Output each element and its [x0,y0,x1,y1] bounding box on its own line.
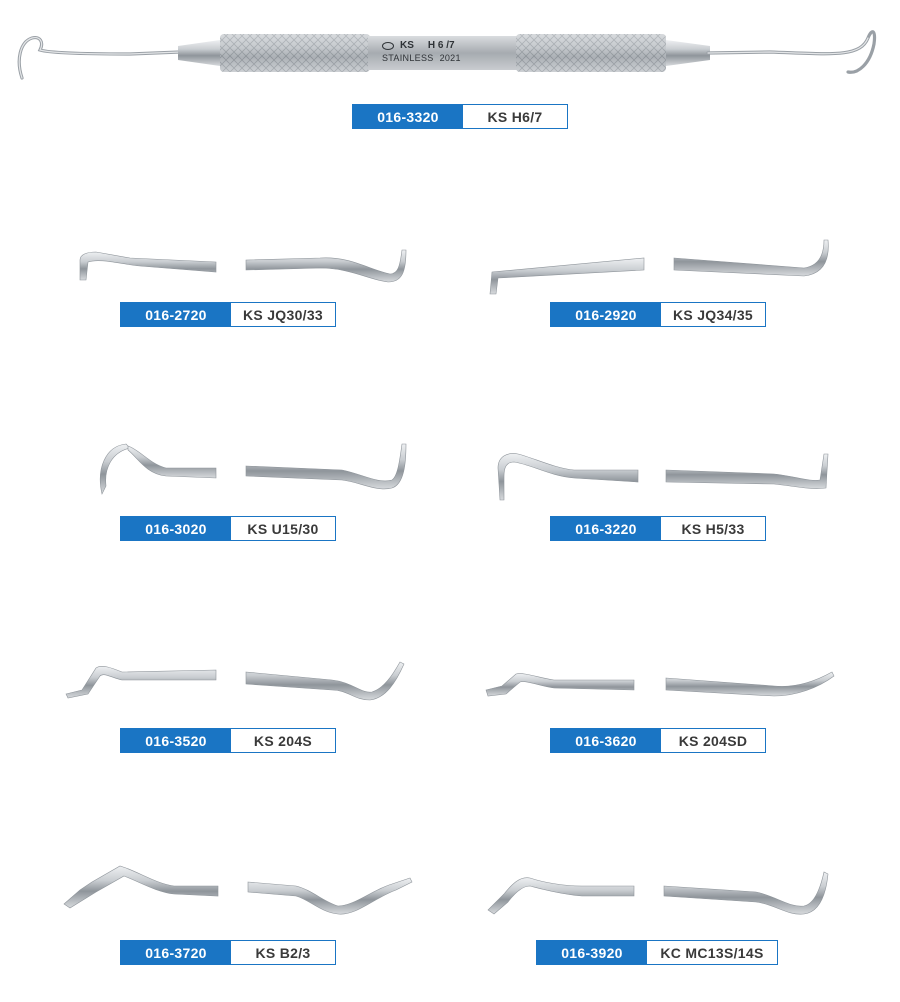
instrument-image-h5-33 [494,446,834,506]
product-name: KS JQ30/33 [242,306,324,323]
product-code: 016-3920 [537,941,647,964]
product-code: 016-3720 [121,941,231,964]
manufacturer-logo-icon [382,42,394,50]
handle-engraving [382,40,518,70]
product-name: KS U15/30 [247,520,319,537]
product-name: KS JQ34/35 [672,306,754,323]
instrument-image-mc13s-14s [486,864,836,918]
handle-year: 2021 [439,53,461,63]
instrument-label-5 [550,728,766,753]
instrument-image-b2-3 [62,862,414,916]
product-code: 016-3020 [121,517,231,540]
instrument-image-204sd [484,664,840,704]
product-name: KS H5/33 [681,520,745,537]
instrument-label-7 [536,940,778,965]
instrument-image-204s [62,660,406,704]
instrument-label-1 [550,302,766,327]
product-name: KS 204SD [678,732,748,749]
instrument-label-3 [550,516,766,541]
instrument-label-2 [120,516,336,541]
product-name: KC MC13S/14S [660,944,764,961]
instrument-label-4 [120,728,336,753]
instrument-image-jq30-33 [70,236,420,296]
handle-model: H 6 /7 [427,40,455,51]
product-code: 016-3320 [353,105,463,128]
handle-brand: KS [400,40,414,51]
instrument-label-0 [120,302,336,327]
instrument-image-u15-30 [92,438,412,502]
hero-instrument [10,20,890,100]
product-code: 016-3220 [551,517,661,540]
product-code: 016-3620 [551,729,661,752]
instrument-label-6 [120,940,336,965]
hero-label [352,104,568,129]
product-name: KS 204S [253,732,313,749]
instrument-image-jq34-35 [484,236,834,300]
product-name: KS H6/7 [487,108,543,125]
product-name: KS B2/3 [255,944,311,961]
handle-material: STAINLESS [382,53,434,63]
product-code: 016-3520 [121,729,231,752]
product-code: 016-2920 [551,303,661,326]
product-code: 016-2720 [121,303,231,326]
